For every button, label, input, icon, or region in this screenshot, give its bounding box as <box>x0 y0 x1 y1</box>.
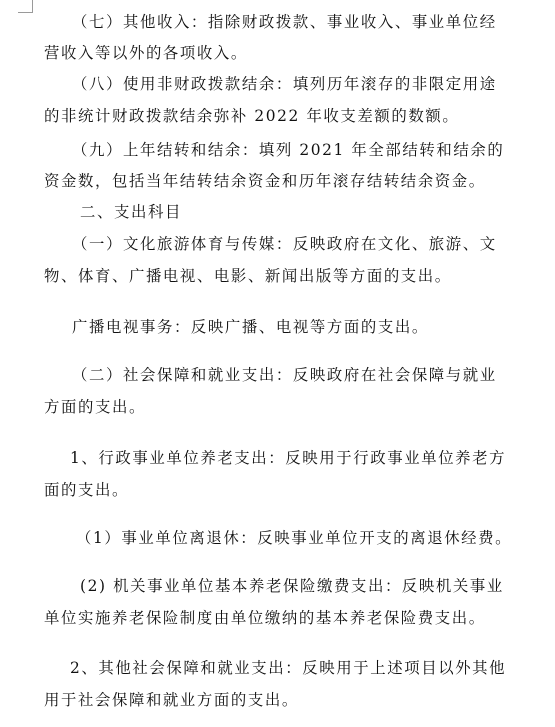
text-line: 面的支出。 <box>44 481 129 499</box>
text-line: 资金数，包括当年结转结余资金和历年滚存结转结余资金。 <box>44 172 486 190</box>
text-line: 单位实施养老保险制度由单位缴纳的基本养老保险费支出。 <box>44 609 486 627</box>
text-line: 方面的支出。 <box>44 398 146 416</box>
text-line: 1、行政事业单位养老支出：反映用于行政事业单位养老方 <box>70 449 507 467</box>
text-line: 物、体育、广播电视、电影、新闻出版等方面的支出。 <box>44 267 452 285</box>
text-line: 的非统计财政拨款结余弥补 2022 年收支差额的数额。 <box>44 107 460 125</box>
text-line: （1）事业单位离退休：反映事业单位开支的离退休经费。 <box>76 529 513 547</box>
text-line: (2) 机关事业单位基本养老保险缴费支出：反映机关事业 <box>80 577 504 595</box>
text-line: （七）其他收入：指除财政拨款、事业收入、事业单位经 <box>72 13 497 31</box>
text-line: 用于社会保障和就业方面的支出。 <box>44 691 299 709</box>
text-line: （九）上年结转和结余：填列 2021 年全部结转和结余的 <box>72 141 505 159</box>
text-line: （一）文化旅游体育与传媒：反映政府在文化、旅游、文 <box>72 235 497 253</box>
section-heading: 二、支出科目 <box>80 203 182 221</box>
text-line: 2、其他社会保障和就业支出：反映用于上述项目以外其他 <box>70 659 507 677</box>
text-line: （八）使用非财政拨款结余：填列历年滚存的非限定用途 <box>72 75 497 93</box>
text-line: 营收入等以外的各项收入。 <box>44 44 248 62</box>
text-line: （二）社会保障和就业支出：反映政府在社会保障与就业 <box>72 366 497 384</box>
text-line: 广播电视事务：反映广播、电视等方面的支出。 <box>72 318 429 336</box>
page-corner-mark <box>18 0 33 13</box>
